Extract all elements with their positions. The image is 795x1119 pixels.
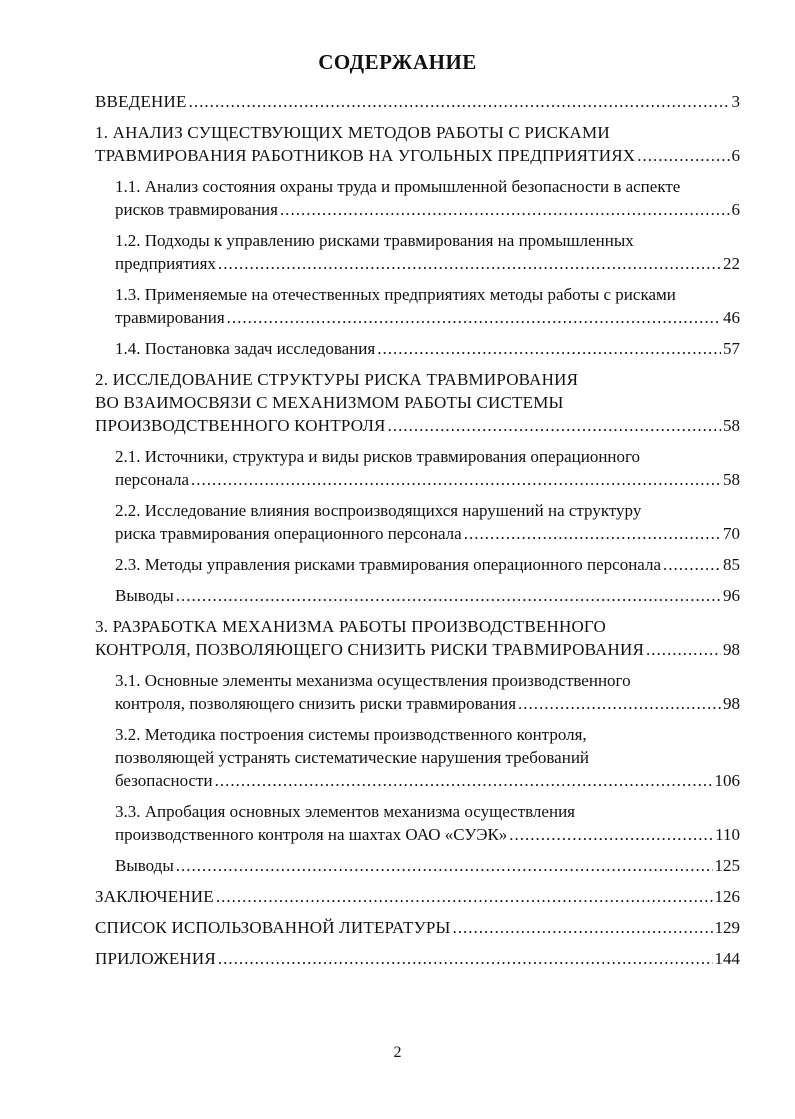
toc-entry-section-1-1[interactable] [115, 175, 740, 221]
dot-leader [227, 306, 721, 329]
toc-entry-chapter-1[interactable] [95, 121, 740, 167]
page-title: СОДЕРЖАНИЕ [318, 50, 477, 74]
toc-page-number: 129 [714, 918, 740, 937]
toc-entry-label: ПРОИЗВОДСТВЕННОГО КОНТРОЛЯ [95, 416, 386, 435]
toc-page-number: 6 [731, 200, 740, 219]
toc-entry-label: 2.3. Методы управления рисками травмирования операционного персонала [115, 555, 662, 574]
toc-page-number: 110 [715, 825, 740, 844]
toc-entry-label: контроля, позволяющего снизить риски травмирования [115, 694, 517, 713]
toc-entry-conclusion[interactable] [95, 885, 740, 908]
dot-leader [176, 584, 721, 607]
toc-page-number: 57 [723, 339, 740, 358]
toc-entry-label: 3.1. Основные элементы механизма осуществления производственного [115, 671, 631, 690]
toc-page-number: 125 [714, 856, 740, 875]
toc-page-number: 46 [723, 308, 740, 327]
toc-entry-section-3-3[interactable] [115, 800, 740, 846]
toc-entry-label: травмирования [115, 308, 225, 327]
dot-leader [509, 823, 713, 846]
toc-entry-conclusions-2[interactable] [115, 584, 740, 607]
toc-entry-introduction[interactable] [95, 90, 740, 113]
toc-entry-appendices[interactable] [95, 947, 740, 970]
toc-entry-label: 1.2. Подходы к управлению рисками травмирования на промышленных [115, 231, 634, 250]
toc-entry-label: ВВЕДЕНИЕ [95, 92, 187, 111]
toc-entry-label: КОНТРОЛЯ, ПОЗВОЛЯЮЩЕГО СНИЗИТЬ РИСКИ ТРАВМИРОВАНИЯ [95, 640, 645, 659]
toc-entry-section-2-1[interactable] [115, 445, 740, 491]
toc-entry-section-1-2[interactable] [115, 229, 740, 275]
toc-entry-section-3-1[interactable] [115, 669, 740, 715]
toc-entry-label: 1. АНАЛИЗ СУЩЕСТВУЮЩИХ МЕТОДОВ РАБОТЫ С РИСКАМИ [95, 123, 610, 142]
toc-page-number: 106 [714, 771, 740, 790]
dot-leader [518, 692, 721, 715]
toc-page-number: 98 [723, 640, 740, 659]
page-number: 2 [393, 1044, 402, 1061]
toc-entry-label: 1.4. Постановка задач исследования [115, 339, 376, 358]
toc-entry-label: 2.2. Исследование влияния воспроизводящихся нарушений на структуру [115, 501, 642, 520]
dot-leader [218, 947, 713, 970]
toc-page-number: 126 [714, 887, 740, 906]
toc-page-number: 85 [723, 555, 740, 574]
toc-page-number: 3 [731, 92, 740, 111]
toc-entry-section-1-4[interactable] [115, 337, 740, 360]
dot-leader [216, 885, 713, 908]
toc-entry-section-2-3[interactable] [115, 553, 740, 576]
toc-entry-conclusions-3[interactable] [115, 854, 740, 877]
toc-entry-label: 3.3. Апробация основных элементов механизма осуществления [115, 802, 575, 821]
toc-entry-section-1-3[interactable] [115, 283, 740, 329]
toc-page-number: 22 [723, 254, 740, 273]
dot-leader [176, 854, 713, 877]
toc-entry-label: 3. РАЗРАБОТКА МЕХАНИЗМА РАБОТЫ ПРОИЗВОДСТВЕННОГО [95, 617, 607, 636]
toc-entry-label: риска травмирования операционного персонала [115, 524, 462, 543]
toc-entry-label: рисков травмирования [115, 200, 278, 219]
toc-entry-label: производственного контроля на шахтах ОАО «СУЭК» [115, 825, 508, 844]
toc-entry-label: ТРАВМИРОВАНИЯ РАБОТНИКОВ НА УГОЛЬНЫХ ПРЕДПРИЯТИЯХ [95, 146, 636, 165]
dot-leader [215, 769, 713, 792]
dot-leader [464, 522, 721, 545]
toc-entry-label: СПИСОК ИСПОЛЬЗОВАННОЙ ЛИТЕРАТУРЫ [95, 918, 451, 937]
toc-entry-chapter-3[interactable] [95, 615, 740, 661]
dot-leader [388, 414, 721, 437]
toc-page-number: 58 [723, 416, 740, 435]
toc-entry-section-3-2[interactable] [115, 723, 740, 792]
dot-leader [453, 916, 713, 939]
dot-leader [637, 144, 729, 167]
toc-entry-label: безопасности [115, 771, 213, 790]
toc-entry-section-2-2[interactable] [115, 499, 740, 545]
dot-leader [189, 90, 730, 113]
toc-entry-chapter-2[interactable] [95, 368, 740, 437]
toc-entry-label: предприятиях [115, 254, 216, 273]
dot-leader [280, 198, 730, 221]
toc-entry-label: 1.3. Применяемые на отечественных предприятиях методы работы с рисками [115, 285, 676, 304]
dot-leader [646, 638, 721, 661]
toc-entry-label: ВО ВЗАИМОСВЯЗИ С МЕХАНИЗМОМ РАБОТЫ СИСТЕМЫ [95, 393, 564, 412]
toc-page-number: 144 [714, 949, 740, 968]
dot-leader [191, 468, 721, 491]
toc-entry-label: 1.1. Анализ состояния охраны труда и промышленной безопасности в аспекте [115, 177, 681, 196]
dot-leader [663, 553, 721, 576]
toc-entry-label: позволяющей устранять систематические нарушения требований [115, 748, 590, 767]
toc-entry-label: 2. ИССЛЕДОВАНИЕ СТРУКТУРЫ РИСКА ТРАВМИРОВАНИЯ [95, 370, 579, 389]
toc-entry-label: Выводы [115, 586, 174, 605]
dot-leader [218, 252, 721, 275]
toc-page-number: 70 [723, 524, 740, 543]
toc-entry-label: персонала [115, 470, 190, 489]
toc-entry-references[interactable] [95, 916, 740, 939]
toc-entry-label: ПРИЛОЖЕНИЯ [95, 949, 216, 968]
toc-page-number: 96 [723, 586, 740, 605]
toc-page-number: 58 [723, 470, 740, 489]
toc-entry-label: Выводы [115, 856, 174, 875]
table-of-contents [95, 90, 740, 970]
toc-entry-label: 3.2. Методика построения системы производственного контроля, [115, 725, 587, 744]
toc-entry-label: 2.1. Источники, структура и виды рисков травмирования операционного [115, 447, 641, 466]
toc-entry-label: ЗАКЛЮЧЕНИЕ [95, 887, 214, 906]
dot-leader [377, 337, 721, 360]
toc-page-number: 98 [723, 694, 740, 713]
toc-page-number: 6 [731, 146, 740, 165]
